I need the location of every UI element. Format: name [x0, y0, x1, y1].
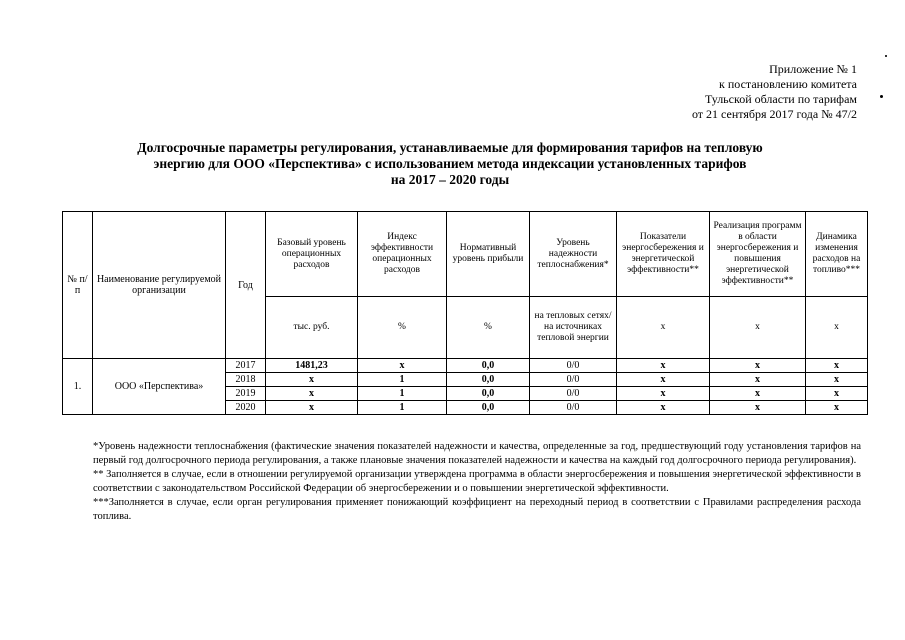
unit-reliability: на тепловых сетях/на источниках тепловой энергии	[530, 297, 617, 359]
base-cell: 1481,23	[266, 359, 358, 373]
title-line: Долгосрочные параметры регулирования, устанавливаемые для формирования тарифов на тепловую	[137, 140, 763, 155]
energy-cell: х	[617, 373, 710, 387]
parameters-table	[62, 211, 868, 415]
base-cell: х	[266, 401, 358, 415]
year-cell: 2018	[226, 373, 266, 387]
unit-energy: х	[617, 297, 710, 359]
index-cell: 1	[358, 401, 447, 415]
scan-mark	[885, 55, 887, 57]
unit-fuel: х	[806, 297, 868, 359]
fuel-cell: х	[806, 373, 868, 387]
appendix-block	[692, 62, 857, 122]
program-cell: х	[710, 401, 806, 415]
program-cell: х	[710, 387, 806, 401]
program-cell: х	[710, 373, 806, 387]
unit-index: %	[358, 297, 447, 359]
profit-cell: 0,0	[447, 387, 530, 401]
title-line: на 2017 – 2020 годы	[390, 172, 510, 187]
unit-profit: %	[447, 297, 530, 359]
header-reliability: Уровень надежности теплоснабжения*	[530, 212, 617, 297]
reliability-cell: 0/0	[530, 373, 617, 387]
fuel-cell: х	[806, 359, 868, 373]
index-cell: х	[358, 359, 447, 373]
header-year: Год	[226, 212, 266, 359]
year-cell: 2020	[226, 401, 266, 415]
fuel-cell: х	[806, 387, 868, 401]
appendix-line: от 21 сентября 2017 года № 47/2	[691, 107, 857, 121]
year-cell: 2017	[226, 359, 266, 373]
header-index: Индекс эффективности операционных расходов	[358, 212, 447, 297]
header-base: Базовый уровень операционных расходов	[266, 212, 358, 297]
scan-mark	[880, 95, 883, 98]
index-cell: 1	[358, 373, 447, 387]
footnote-energy: ** Заполняется в случае, если в отношении регулируемой организации утверждена программа в области энергосбережения и повышения энергетической эффективности в соответствии с законодательством Российской Федерации об энергосбережении и о повышении энергетической эффективности.	[93, 469, 861, 494]
profit-cell: 0,0	[447, 373, 530, 387]
base-cell: х	[266, 373, 358, 387]
reliability-cell: 0/0	[530, 387, 617, 401]
base-cell: х	[266, 387, 358, 401]
header-num: № п/п	[63, 212, 93, 359]
unit-base: тыс. руб.	[266, 297, 358, 359]
footnotes	[93, 440, 861, 524]
year-cell: 2019	[226, 387, 266, 401]
footnote-reliability: *Уровень надежности теплоснабжения (фактические значения показателей надежности и качества, определенные за год, предшествующий году установления тарифов на первый год долгосрочного периода регулирования, а также плановые значения показателей надежности и качества на каждый год долгосрочного периода регулирования).	[93, 441, 861, 466]
index-cell: 1	[358, 387, 447, 401]
org-name: ООО «Перспектива»	[93, 359, 226, 415]
row-number: 1.	[63, 359, 93, 415]
program-cell: х	[710, 359, 806, 373]
table-row	[63, 359, 868, 373]
unit-program: х	[710, 297, 806, 359]
reliability-cell: 0/0	[530, 401, 617, 415]
appendix-line: к постановлению комитета	[719, 77, 857, 91]
appendix-line: Тульской области по тарифам	[704, 92, 857, 106]
appendix-line: Приложение № 1	[769, 62, 857, 76]
header-energy: Показатели энергосбережения и энергетической эффективности**	[617, 212, 710, 297]
header-org: Наименование регулируемой организации	[93, 212, 226, 359]
document-title	[100, 140, 800, 188]
reliability-cell: 0/0	[530, 359, 617, 373]
energy-cell: х	[617, 359, 710, 373]
header-row	[63, 212, 868, 297]
header-profit: Нормативный уровень прибыли	[447, 212, 530, 297]
header-program: Реализация программ в области энергосбережения и повышения энергетической эффективности**	[710, 212, 806, 297]
energy-cell: х	[617, 387, 710, 401]
energy-cell: х	[617, 401, 710, 415]
footnote-fuel: ***Заполняется в случае, если орган регулирования применяет понижающий коэффициент на переходный период в соответствии с Правилами распределения расхода топлива.	[93, 497, 861, 522]
fuel-cell: х	[806, 401, 868, 415]
profit-cell: 0,0	[447, 401, 530, 415]
title-line: энергию для ООО «Перспектива» с использованием метода индексации установленных тарифов	[153, 156, 747, 171]
profit-cell: 0,0	[447, 359, 530, 373]
header-fuel: Динамика изменения расходов на топливо***	[806, 212, 868, 297]
